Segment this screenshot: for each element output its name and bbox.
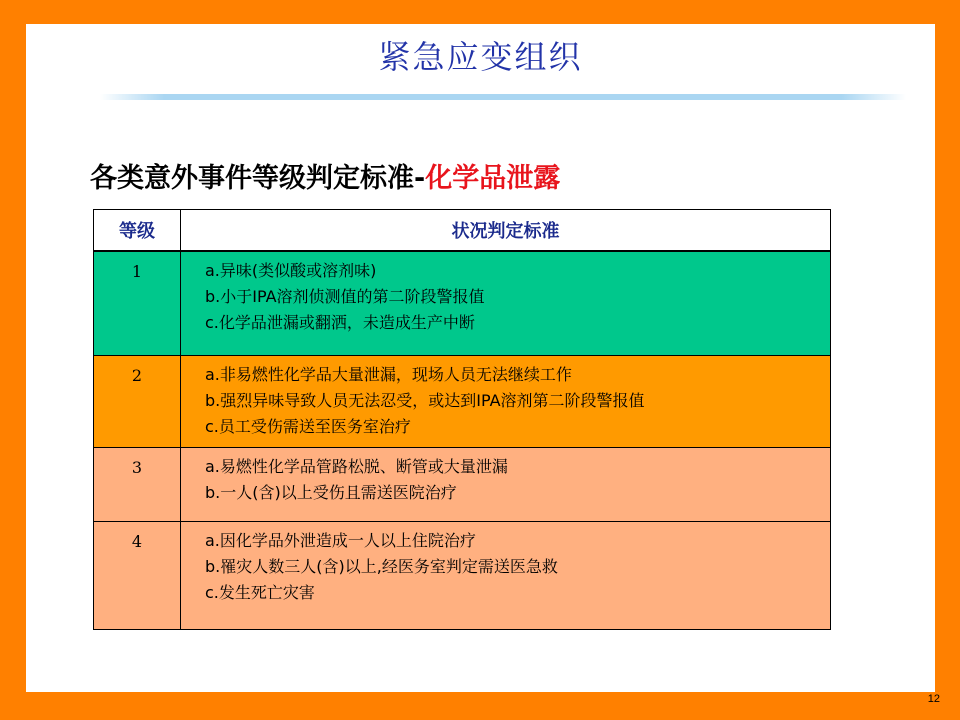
criteria-line: a.非易燃性化学品大量泄漏，现场人员无法继续工作: [205, 364, 572, 384]
table-row-level-1: [94, 251, 831, 355]
criteria-line: c.发生死亡灾害: [205, 582, 315, 602]
criteria-line: a.易燃性化学品管路松脱、断管或大量泄漏: [205, 456, 508, 476]
grade-criteria-table: [93, 209, 831, 630]
criteria-cell: [181, 521, 831, 629]
section-heading: [90, 156, 560, 195]
criteria-cell: [181, 251, 831, 355]
criteria-line: a.因化学品外泄造成一人以上住院治疗: [205, 530, 476, 550]
table-row-level-2: [94, 355, 831, 447]
criteria-cell: [181, 447, 831, 521]
level-cell: 4: [94, 521, 181, 629]
heading-highlight-text: 化学品泄露: [425, 163, 561, 194]
title-divider: [100, 94, 906, 100]
criteria-line: c.员工受伤需送至医务室治疗: [205, 416, 411, 436]
criteria-cell: [181, 355, 831, 447]
table-row-level-3: [94, 447, 831, 521]
header-level: 等级: [94, 210, 181, 252]
level-cell: 1: [94, 251, 181, 355]
criteria-line: b.小于IPA溶剂侦测值的第二阶段警报值: [205, 287, 485, 306]
criteria-line: b.强烈异味导致人员无法忍受，或达到IPA溶剂第二阶段警报值: [205, 390, 645, 410]
criteria-line: b.一人(含)以上受伤且需送医院治疗: [205, 482, 457, 502]
criteria-line: c.化学品泄漏或翻洒，未造成生产中断: [205, 313, 475, 332]
slide-title: 紧急应变组织: [378, 38, 583, 76]
heading-main-text: 各类意外事件等级判定标准-: [90, 163, 426, 194]
level-cell: 2: [94, 355, 181, 447]
level-cell: 3: [94, 447, 181, 521]
header-criteria: 状况判定标准: [181, 210, 831, 252]
page-number: 12: [927, 693, 940, 705]
table-row-level-4: [94, 521, 831, 629]
criteria-line: b.罹灾人数三人(含)以上,经医务室判定需送医急救: [205, 556, 558, 576]
table-header-row: [94, 210, 831, 252]
criteria-line: a.异味(类似酸或溶剂味): [205, 261, 377, 280]
